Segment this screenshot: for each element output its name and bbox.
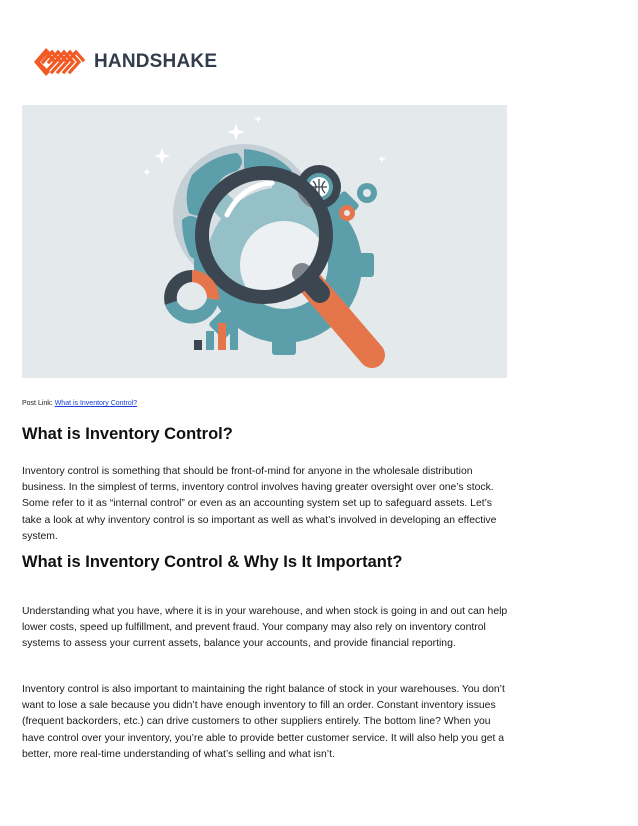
article-title: What is Inventory Control?: [22, 425, 233, 443]
hero-illustration: [22, 105, 507, 378]
intro-paragraph: Inventory control is something that should be front-of-mind for anyone in the wholesale distribution business. In the simplest of terms, inventory control involves having greater oversight over one’s stock. Some refer to it as “internal control” or even as an accounting system set up to safeguard assets. Let’s take a look at why inventory control is so important as well as what’s involved in developing an effective system.: [22, 466, 497, 542]
post-link-anchor[interactable]: What is Inventory Control?: [54, 400, 138, 407]
post-link: [22, 400, 137, 407]
section-paragraph-1: Understanding what you have, where it is in your warehouse, and when stock is going in and out can help lower costs, speed up fulfillment, and prevent fraud. Your company may also rely on inventory control systems to assess your current assets, balance your accounts, and provide financial reporting.: [22, 606, 508, 650]
brand-name: HANDSHAKE: [94, 51, 218, 72]
section-paragraph-2: Inventory control is also important to maintaining the right balance of stock in your warehouses. You don’t want to lose a sale because you didn’t have enough inventory to fill an order. Constant inventory issues (frequent backorders, etc.) can drive customers to other suppliers entirely. The bottom line? When you have control over your inventory, you’re able to provide better customer service. It will also help you get a better, more real-time understanding of what’s selling and what isn’t.: [22, 684, 505, 760]
handshake-logo[interactable]: [34, 42, 217, 82]
handshake-mark-icon: [34, 42, 86, 82]
section-heading: What is Inventory Control & Why Is It Important?: [22, 553, 403, 571]
post-link-label: Post Link:: [22, 400, 55, 407]
inventory-search-illustration: [22, 105, 507, 378]
